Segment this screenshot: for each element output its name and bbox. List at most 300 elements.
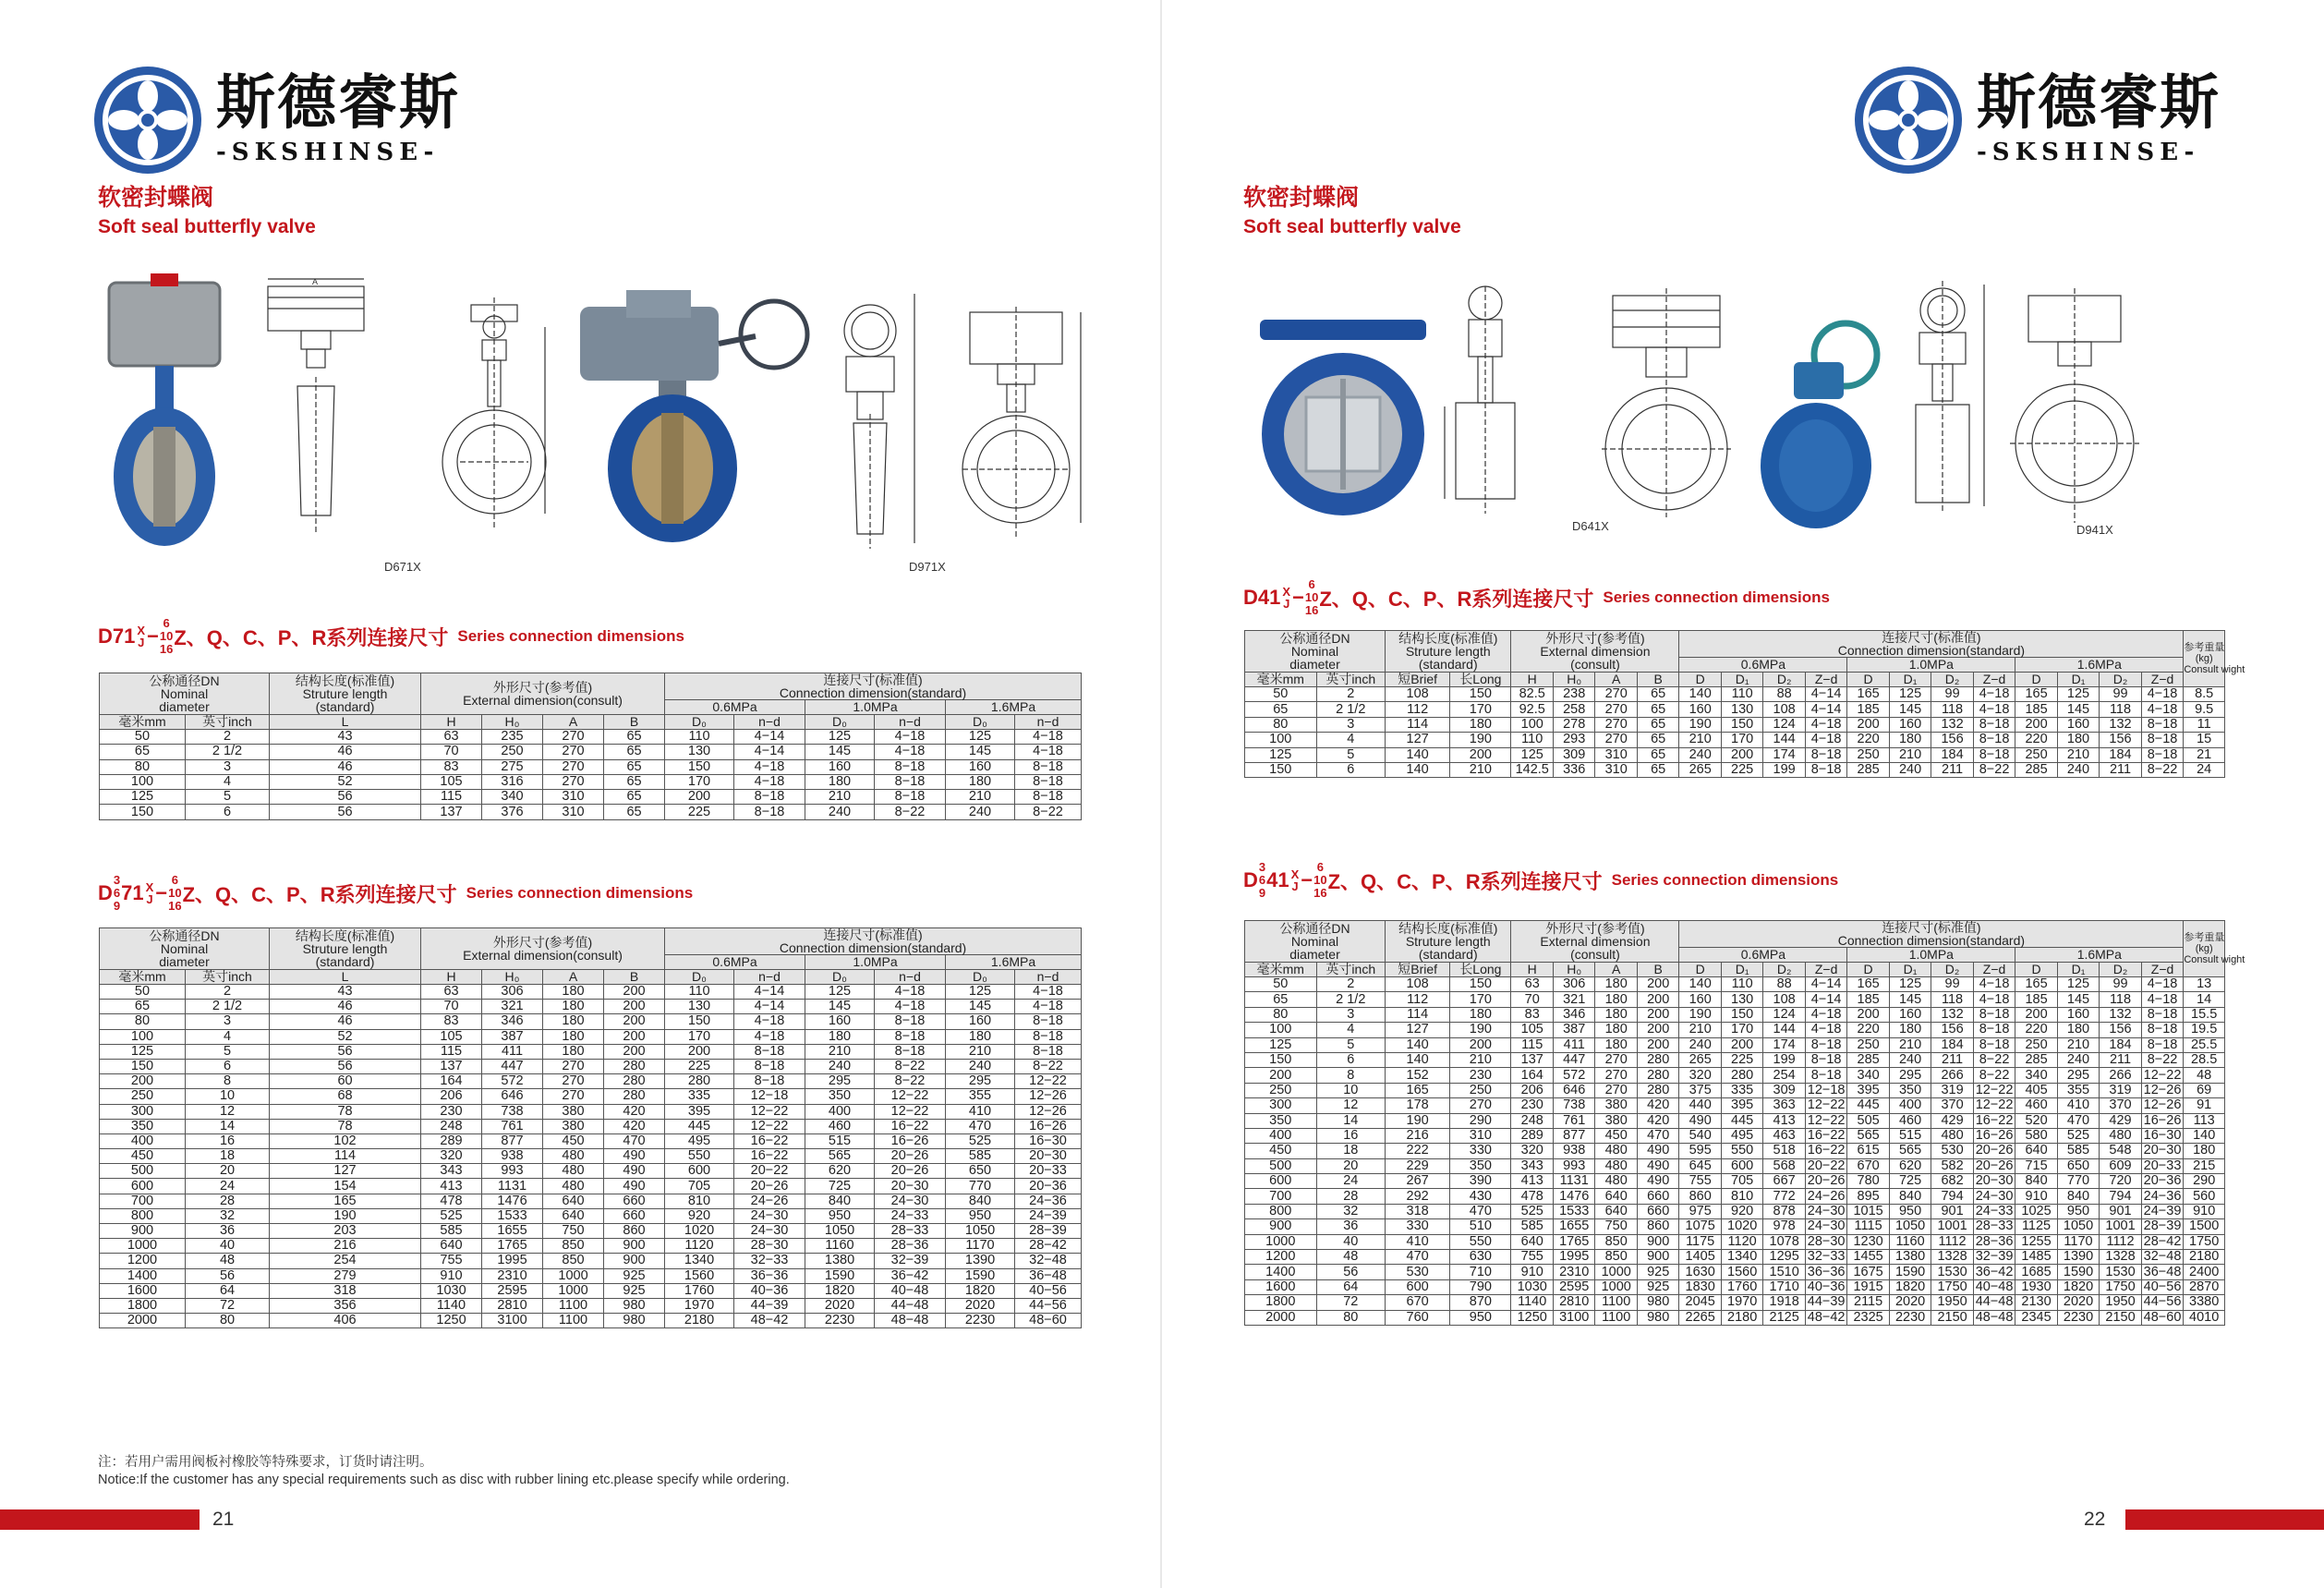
table-cell: 24−30 (1805, 1204, 1846, 1218)
table-cell: 4−14 (1805, 992, 1846, 1007)
table-cell: 4 (1316, 733, 1385, 747)
table-cell: 63 (421, 730, 482, 745)
table-cell: 975 (1679, 1204, 1721, 1218)
table-cell: 720 (2100, 1174, 2141, 1189)
table-cell: 660 (604, 1208, 665, 1223)
table-cell: 2595 (1553, 1279, 1594, 1294)
table-cell: 1160 (1889, 1234, 1931, 1249)
table-cell: 1590 (805, 1268, 875, 1283)
table-cell: 150 (1450, 687, 1511, 702)
table-cell: 1078 (1763, 1234, 1805, 1249)
table-cell: 1510 (1763, 1265, 1805, 1279)
table-cell: 289 (421, 1133, 482, 1148)
table-cell: 137 (421, 1059, 482, 1073)
table-cell: 210 (1889, 1037, 1931, 1052)
table-cell: 28−33 (1973, 1219, 2015, 1234)
table-cell: 8−18 (875, 759, 946, 774)
table-cell: 40 (186, 1239, 270, 1254)
table-cell: 810 (1721, 1189, 1762, 1204)
table1-dimensions (99, 673, 1082, 820)
table-cell: 240 (2057, 1052, 2099, 1067)
table-cell: 8−18 (734, 1044, 805, 1059)
table-cell: 710 (1450, 1265, 1511, 1279)
table-cell: 1685 (2015, 1265, 2057, 1279)
table-cell: 1175 (1679, 1234, 1721, 1249)
table-row (100, 1164, 1082, 1179)
table-cell: 56 (270, 1059, 421, 1073)
table-cell: 280 (665, 1074, 734, 1089)
table-cell: 2180 (2184, 1250, 2225, 1265)
logo-mark-icon (92, 65, 203, 176)
table-cell: 568 (1763, 1158, 1805, 1173)
table-cell: 565 (805, 1149, 875, 1164)
table-cell: 102 (270, 1133, 421, 1148)
frac-top: 6 (171, 873, 178, 887)
table-row (1245, 1158, 2225, 1173)
hdr-length: 结构长度(标准值) Struture length (standard) (270, 673, 421, 715)
table-cell: 80 (100, 759, 186, 774)
table-cell: 4−18 (1805, 1007, 1846, 1022)
table-cell: 1380 (1889, 1250, 1931, 1265)
table-cell: 270 (1595, 1083, 1637, 1097)
table-cell: 24−33 (1973, 1204, 2015, 1218)
gear-valve-photo (1757, 318, 1879, 530)
table-cell: 429 (2100, 1113, 2141, 1128)
table-cell: 1710 (1763, 1279, 1805, 1294)
table-cell: 335 (665, 1089, 734, 1104)
table-cell: 20−36 (1015, 1179, 1082, 1194)
table-cell: 8−18 (734, 1059, 805, 1073)
hdr-connection: 连接尺寸(标准值) Connection dimension(standard) (1679, 631, 2184, 658)
table-cell: 40−48 (1973, 1279, 2015, 1294)
model-mid-digit: 6 (1258, 873, 1266, 887)
table-cell: 44−56 (1015, 1298, 1082, 1313)
heading-sub: Series connection dimensions (457, 627, 684, 645)
hdr-length: 结构长度(标准值) Struture length (standard) (270, 928, 421, 970)
table-cell: 310 (543, 790, 604, 805)
table-cell: 12−18 (1805, 1083, 1846, 1097)
table-cell: 78 (270, 1119, 421, 1133)
table-cell: 8−18 (1015, 759, 1082, 774)
table-cell: 375 (1679, 1083, 1721, 1097)
table-cell: 16−26 (1015, 1119, 1082, 1133)
order-note (98, 1454, 790, 1489)
table-cell: 447 (482, 1059, 543, 1073)
table-cell: 24−36 (2141, 1189, 2184, 1204)
table-cell: 4−18 (1015, 730, 1082, 745)
table-cell: 429 (1931, 1113, 1973, 1128)
table-cell: 600 (1386, 1279, 1450, 1294)
table-cell: 525 (2057, 1128, 2099, 1143)
table-cell: 170 (1450, 702, 1511, 717)
table-cell: 355 (2057, 1083, 2099, 1097)
table-cell: 100 (1245, 733, 1317, 747)
table-cell: 118 (1931, 992, 1973, 1007)
table-cell: 150 (100, 1059, 186, 1073)
table-cell: 36 (186, 1224, 270, 1239)
table-cell: 8−22 (2141, 1052, 2184, 1067)
table-cell: 640 (1511, 1234, 1553, 1249)
table1-body (100, 730, 1082, 820)
table-cell: 760 (1386, 1310, 1450, 1325)
hdr-Zd: Z−d (1805, 673, 1846, 687)
table-cell: 1050 (946, 1224, 1015, 1239)
table-cell: 640 (543, 1208, 604, 1223)
table-cell: 530 (1931, 1144, 1973, 1158)
table-cell: 10 (1316, 1083, 1385, 1097)
hdr-mm: 毫米mm (1245, 963, 1317, 977)
table-cell: 110 (665, 730, 734, 745)
table-cell: 2 1/2 (186, 745, 270, 759)
table-cell: 250 (482, 745, 543, 759)
table-cell: 105 (421, 774, 482, 789)
table-cell: 64 (186, 1283, 270, 1298)
table-cell: 200 (665, 1044, 734, 1059)
table3-heading: D41 X J − 6 10 16 Z、Q、C、P、R系列连接尺寸 Series connection dimensions (1243, 577, 1830, 617)
table-cell: 343 (1511, 1158, 1553, 1173)
table-cell: 1600 (100, 1283, 186, 1298)
table-cell: 12−22 (734, 1104, 805, 1119)
table-cell: 755 (1511, 1250, 1553, 1265)
table-cell: 145 (1889, 992, 1931, 1007)
hdr-A: A (1595, 963, 1637, 977)
hdr-dn: 公称通径DN Nominal diameter (100, 928, 270, 970)
table-cell: 8−18 (1805, 1068, 1846, 1083)
table-cell: 5 (186, 1044, 270, 1059)
table-cell: 32−48 (1015, 1254, 1082, 1268)
table-cell: 16−26 (1973, 1128, 2015, 1143)
table-cell: 250 (2015, 1037, 2057, 1052)
table-cell: 750 (543, 1224, 604, 1239)
table-cell: 1950 (2100, 1295, 2141, 1310)
table-cell: 220 (2015, 1023, 2057, 1037)
table-cell: 48−60 (2141, 1310, 2184, 1325)
table-row (1245, 747, 2225, 762)
table-cell: 343 (421, 1164, 482, 1179)
table-cell: 738 (482, 1104, 543, 1119)
table-cell: 36−42 (1973, 1265, 2015, 1279)
table-cell: 1820 (946, 1283, 1015, 1298)
table-cell: 1050 (1889, 1219, 1931, 1234)
hdr-B: B (604, 715, 665, 730)
table-cell: 165 (1847, 687, 1889, 702)
table-cell: 316 (482, 774, 543, 789)
table-cell: 3380 (2184, 1295, 2225, 1310)
table-cell: 170 (1450, 992, 1511, 1007)
table-cell: 850 (1595, 1250, 1637, 1265)
table-cell: 3100 (482, 1314, 543, 1328)
hdr-D1: D₁ (1889, 673, 1931, 687)
table-cell: 105 (1511, 1023, 1553, 1037)
table-cell: 670 (1386, 1295, 1450, 1310)
table-cell: 270 (1595, 1068, 1637, 1083)
hdr-short: 短Brief (1386, 673, 1450, 687)
table-cell: 410 (2057, 1098, 2099, 1113)
model-mid: 41 (1266, 868, 1289, 891)
hdr-p10: 1.0MPa (805, 955, 946, 970)
table-cell: 200 (604, 1000, 665, 1014)
table-cell: 40−56 (2141, 1279, 2184, 1294)
table-cell: 180 (1595, 992, 1637, 1007)
table-cell: 180 (805, 774, 875, 789)
table-cell: 309 (1763, 1083, 1805, 1097)
pneumatic-valve-photo (100, 273, 248, 551)
table-cell: 108 (1763, 702, 1805, 717)
hdr-inch: 英寸inch (1316, 963, 1385, 977)
hdr-connection: 连接尺寸(标准值) Connection dimension(standard) (665, 928, 1082, 955)
table-cell: 80 (1316, 1310, 1385, 1325)
table-cell: 20−26 (875, 1164, 946, 1179)
table-cell: 190 (1679, 1007, 1721, 1022)
table-cell: 289 (1511, 1128, 1553, 1143)
table-cell: 99 (1931, 977, 1973, 992)
frac-bot: 16 (168, 899, 182, 913)
table-cell: 319 (2100, 1083, 2141, 1097)
table-cell: 640 (1595, 1189, 1637, 1204)
table-cell: 229 (1386, 1158, 1450, 1173)
table-cell: 460 (2015, 1098, 2057, 1113)
brand-logo (92, 65, 460, 176)
table-cell: 160 (2057, 1007, 2099, 1022)
table-cell: 9.5 (2184, 702, 2225, 717)
table-cell: 210 (946, 1044, 1015, 1059)
hdr-D: D (1679, 673, 1721, 687)
table-cell: 165 (2015, 687, 2057, 702)
table-cell: 65 (604, 774, 665, 789)
table1-heading: D71 X J − 6 10 16 Z、Q、C、P、R系列连接尺寸 Series connection dimensions (98, 616, 684, 656)
table-cell: 65 (1637, 747, 1678, 762)
table-row (100, 1239, 1082, 1254)
hdr-Zd: Z−d (1973, 673, 2015, 687)
table-cell: 380 (543, 1104, 604, 1119)
table-cell: 200 (1637, 1007, 1678, 1022)
table-cell: 2020 (946, 1298, 1015, 1313)
table-cell: 20−22 (1805, 1158, 1846, 1173)
hdr-D0: D₀ (946, 715, 1015, 730)
table-cell: 180 (1595, 1007, 1637, 1022)
table-cell: 8−18 (1015, 790, 1082, 805)
table-cell: 20−22 (734, 1164, 805, 1179)
frac-bot: 16 (1313, 886, 1327, 900)
table-cell: 280 (1637, 1068, 1678, 1083)
table-cell: 585 (421, 1224, 482, 1239)
model-suffix: Z、Q、C、P、R系列连接尺寸 (1327, 869, 1603, 893)
table-cell: 4−18 (734, 774, 805, 789)
table-cell: 772 (1763, 1189, 1805, 1204)
hdr-D2: D₂ (1763, 673, 1805, 687)
table-cell: 112 (1386, 702, 1450, 717)
table-cell: 1590 (946, 1268, 1015, 1283)
table-cell: 65 (604, 730, 665, 745)
table-cell: 2230 (2057, 1310, 2099, 1325)
table-cell: 980 (604, 1314, 665, 1328)
table-cell: 505 (1847, 1113, 1889, 1128)
table-cell: 860 (604, 1224, 665, 1239)
table-cell: 320 (421, 1149, 482, 1164)
table-cell: 646 (1553, 1083, 1594, 1097)
table-cell: 1131 (482, 1179, 543, 1194)
table-cell: 387 (1553, 1023, 1594, 1037)
table-cell: 8−18 (1973, 1037, 2015, 1052)
table-cell: 682 (1931, 1174, 1973, 1189)
table-cell: 65 (1637, 733, 1678, 747)
table-cell: 580 (2015, 1128, 2057, 1143)
table4-body (1245, 977, 2225, 1326)
table-cell: 70 (1511, 992, 1553, 1007)
table-row (100, 759, 1082, 774)
table-cell: 280 (604, 1059, 665, 1073)
table-row (100, 1194, 1082, 1208)
table-cell: 210 (805, 1044, 875, 1059)
table-cell: 180 (805, 1029, 875, 1044)
table-row (1245, 1144, 2225, 1158)
table-cell: 64 (1316, 1279, 1385, 1294)
table-cell: 211 (2100, 1052, 2141, 1067)
table-cell: 160 (1679, 992, 1721, 1007)
table-cell: 125 (1245, 747, 1317, 762)
model-sup: X (1282, 585, 1291, 599)
table-cell: 925 (1637, 1279, 1678, 1294)
table-cell: 2045 (1679, 1295, 1721, 1310)
table-row (100, 1179, 1082, 1194)
table-cell: 210 (1679, 1023, 1721, 1037)
table-cell: 32 (1316, 1204, 1385, 1218)
table-cell: 2 (186, 985, 270, 1000)
table-cell: 200 (1637, 977, 1678, 992)
table-cell: 248 (421, 1119, 482, 1133)
table-cell: 4−14 (734, 745, 805, 759)
table-cell: 20−33 (1015, 1164, 1082, 1179)
flanged-front-drawing (1596, 286, 1735, 521)
table-cell: 78 (270, 1104, 421, 1119)
section-title (98, 179, 316, 238)
table-cell: 1120 (1721, 1234, 1762, 1249)
table-cell: 144 (1763, 733, 1805, 747)
table-cell: 2 1/2 (186, 1000, 270, 1014)
table-cell: 5 (1316, 747, 1385, 762)
frac-mid: 10 (168, 886, 182, 900)
table-cell: 235 (482, 730, 543, 745)
table-cell: 44−48 (875, 1298, 946, 1313)
table-cell: 292 (1386, 1189, 1450, 1204)
hdr-inch: 英寸inch (186, 715, 270, 730)
table-cell: 4−18 (1973, 687, 2015, 702)
table-cell: 21 (2184, 747, 2225, 762)
table-cell: 1995 (482, 1254, 543, 1268)
table-cell: 667 (1763, 1174, 1805, 1189)
table-cell: 500 (1245, 1158, 1317, 1173)
table-cell: 270 (543, 774, 604, 789)
table-cell: 950 (946, 1208, 1015, 1223)
table-cell: 2 (1316, 687, 1385, 702)
table-cell: 1230 (1847, 1234, 1889, 1249)
table-cell: 60 (270, 1074, 421, 1089)
table-cell: 290 (2184, 1174, 2225, 1189)
table-cell: 400 (100, 1133, 186, 1148)
table-cell: 1765 (1553, 1234, 1594, 1249)
table-cell: 20−26 (1805, 1174, 1846, 1189)
table-cell: 44−56 (2141, 1295, 2184, 1310)
table-row (100, 1133, 1082, 1148)
table-row (100, 1268, 1082, 1283)
table-cell: 705 (665, 1179, 734, 1194)
model-mid-digit: 6 (113, 886, 121, 900)
table-cell: 32−48 (2141, 1250, 2184, 1265)
table-cell: 250 (1450, 1083, 1511, 1097)
table-cell: 20−26 (1973, 1144, 2015, 1158)
table-cell: 48 (186, 1254, 270, 1268)
table-cell: 2 1/2 (1316, 992, 1385, 1007)
table-cell: 170 (665, 1029, 734, 1044)
table-row (100, 1104, 1082, 1119)
table-cell: 127 (1386, 1023, 1450, 1037)
table-cell: 16 (1316, 1128, 1385, 1143)
table-cell: 480 (543, 1179, 604, 1194)
table-cell: 125 (2057, 687, 2099, 702)
table-cell: 1560 (1721, 1265, 1762, 1279)
table-cell: 4−18 (875, 1000, 946, 1014)
table-cell: 16−22 (734, 1149, 805, 1164)
table-cell: 24 (1316, 1174, 1385, 1189)
table-cell: 132 (2100, 717, 2141, 732)
table-row (100, 985, 1082, 1000)
table-cell: 150 (1245, 1052, 1317, 1067)
table-cell: 36−48 (2141, 1265, 2184, 1279)
table-cell: 16−22 (1805, 1128, 1846, 1143)
hdr-D1: D₁ (2057, 673, 2099, 687)
title-en: Soft seal butterfly valve (1243, 216, 1461, 237)
table-cell: 2150 (2100, 1310, 2141, 1325)
table-cell: 254 (1763, 1068, 1805, 1083)
model-top: 3 (113, 873, 121, 887)
table-row (100, 1254, 1082, 1268)
table-row (100, 1149, 1082, 1164)
table-cell: 8−18 (734, 790, 805, 805)
table-cell: 10 (186, 1089, 270, 1104)
hdr-length: 结构长度(标准值) Struture length (standard) (1386, 921, 1511, 963)
electric-front-drawing (942, 288, 1090, 547)
table-cell: 28−36 (1973, 1234, 2015, 1249)
table-cell: 130 (665, 1000, 734, 1014)
table-cell: 4−18 (734, 1014, 805, 1029)
table-row (1245, 702, 2225, 717)
table-row (100, 805, 1082, 819)
table-cell: 910 (421, 1268, 482, 1283)
table-cell: 4−18 (1015, 1000, 1082, 1014)
table-cell: 8−18 (1805, 1052, 1846, 1067)
table-cell: 2020 (2057, 1295, 2099, 1310)
table-cell: 380 (543, 1119, 604, 1133)
table-cell: 125 (1889, 977, 1931, 992)
gear-front-drawing (2001, 283, 2148, 528)
table-cell: 490 (604, 1164, 665, 1179)
table-cell: 447 (1553, 1052, 1594, 1067)
table-cell: 8−18 (2141, 733, 2184, 747)
table-row (100, 1074, 1082, 1089)
table-cell: 184 (2100, 1037, 2141, 1052)
hdr-D1: D₁ (2057, 963, 2099, 977)
table-cell: 525 (946, 1133, 1015, 1148)
table-cell: 725 (805, 1179, 875, 1194)
valve-front-drawing (434, 288, 554, 539)
title-cn: 软密封蝶阀 (98, 184, 214, 211)
table-cell: 572 (482, 1074, 543, 1089)
hdr-Zd: Z−d (1805, 963, 1846, 977)
table-cell: 1200 (1245, 1250, 1317, 1265)
table-cell: 1530 (2100, 1265, 2141, 1279)
table-cell: 56 (270, 790, 421, 805)
table-cell: 1400 (100, 1268, 186, 1283)
